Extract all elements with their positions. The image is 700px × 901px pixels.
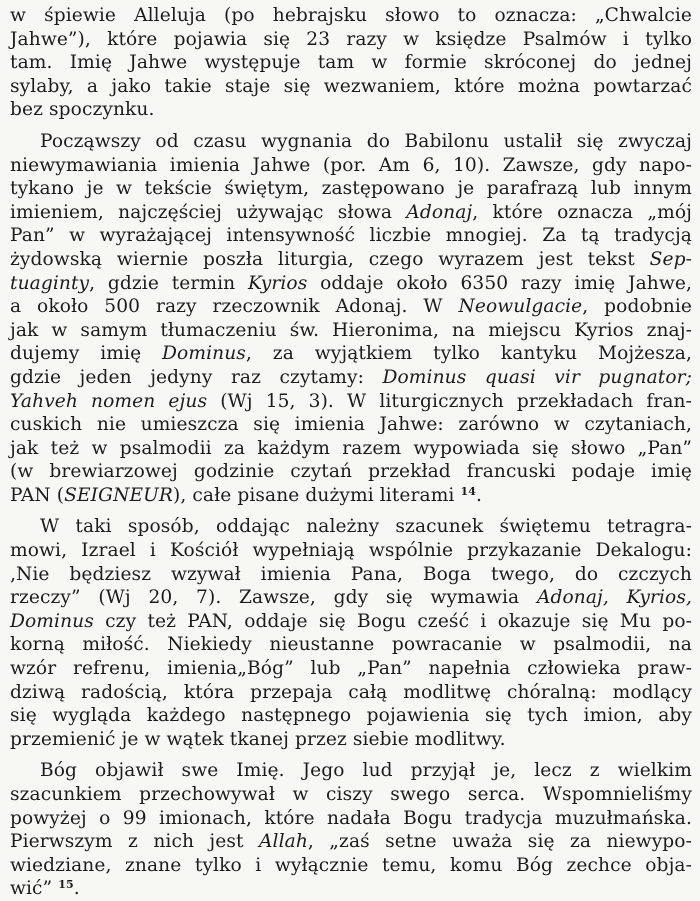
footnote-marker: 14 bbox=[460, 484, 476, 498]
text-line bbox=[10, 539, 692, 563]
italic-term: tuaginty bbox=[10, 272, 90, 294]
text-run: a około 500 razy rzeczownik Adonaj. W bbox=[10, 296, 459, 318]
text-run: ), całe pisane dużymi literami bbox=[173, 484, 461, 506]
text-run: korną miłość. Niekiedy nieustanne powracanie w psalmodii, na bbox=[10, 634, 692, 656]
text-run: tam. Imię Jahwe występuje tam w formie skróconej do jednej bbox=[10, 52, 692, 74]
text-line bbox=[10, 610, 692, 634]
text-line bbox=[10, 807, 692, 831]
italic-term: Dominus quasi vir pugnator; bbox=[382, 366, 692, 388]
text-run: imieniem, najczęściej używając słowa bbox=[10, 201, 407, 223]
text-line bbox=[10, 130, 692, 154]
text-line bbox=[10, 515, 692, 539]
italic-term: Allah bbox=[259, 831, 308, 853]
text-run: W taki sposób, oddając należny szacunek świętemu tetragra- bbox=[40, 516, 692, 538]
text-run: Jahwe”), które pojawia się 23 razy w księdze Psalmów i tylko bbox=[10, 28, 692, 50]
text-run: gdzie jeden jedyny raz czytamy: bbox=[10, 366, 383, 388]
text-line bbox=[10, 783, 692, 807]
text-run: (Wj 15, 3). W liturgicznych przekładach fran- bbox=[207, 390, 692, 412]
text-run: tykano je w tekście świętym, zastępowano je parafrazą lub innym bbox=[10, 178, 692, 200]
text-line bbox=[10, 413, 692, 437]
text-line bbox=[10, 272, 692, 296]
paragraph-1 bbox=[10, 4, 692, 122]
text-line bbox=[10, 75, 692, 99]
text-run: . bbox=[73, 878, 80, 900]
text-line bbox=[10, 681, 692, 705]
text-line bbox=[10, 437, 692, 461]
paragraph-gap bbox=[10, 122, 692, 130]
text-line bbox=[10, 248, 692, 272]
text-line bbox=[10, 154, 692, 178]
paragraph-4 bbox=[10, 759, 692, 901]
text-run: sylaby, a jako takie staje się wezwaniem, które można powtarzać bbox=[10, 75, 692, 97]
italic-term: Neowulgacie bbox=[458, 296, 583, 318]
text-line bbox=[10, 366, 692, 390]
text-run: Pan” w wyrażającej intensywność liczbie mnogiej. Za tą tradycją bbox=[10, 225, 692, 247]
text-run: niewymawiania imienia Jahwe (por. Am 6, 10). Zawsze, gdy napo- bbox=[10, 154, 692, 176]
text-run: dujemy imię bbox=[10, 343, 163, 365]
text-line bbox=[10, 830, 692, 854]
italic-term: Dominus bbox=[162, 343, 246, 365]
text-line bbox=[10, 4, 692, 28]
text-run: rzeczy” (Wj 20, 7). Zawsze, gdy się wymawia bbox=[10, 587, 537, 609]
italic-term: Adonaj bbox=[406, 201, 473, 223]
italic-term: Yahveh nomen ejus bbox=[10, 390, 208, 412]
paragraph-gap bbox=[10, 507, 692, 515]
text-run: Począwszy od czasu wygnania do Babilonu ustalił się zwyczaj bbox=[40, 130, 692, 152]
text-line bbox=[10, 342, 692, 366]
text-run: . bbox=[476, 484, 483, 506]
text-line bbox=[10, 633, 692, 657]
text-line bbox=[10, 563, 692, 587]
text-line bbox=[10, 460, 692, 484]
text-run: jak w samym tłumaczeniu św. Hieronima, na miejscu Kyrios znaj- bbox=[10, 319, 692, 341]
text-run: przemienić je w wątek tkanej przez siebie modlitwy. bbox=[10, 728, 506, 750]
text-run: szacunkiem przechowywał w ciszy swego serca. Wspomnieliśmy bbox=[10, 784, 692, 805]
text-line bbox=[10, 98, 692, 122]
paragraph-3 bbox=[10, 515, 692, 751]
text-run: cuskich nie umieszcza się imienia Jahwe: zarówno w czytaniach, bbox=[10, 414, 692, 436]
text-run: , za wyjątkiem tylko kantyku Mojżesza, bbox=[245, 343, 692, 365]
text-run: czy też PAN, oddaje się Bogu cześć i okazuje się Mu po- bbox=[93, 610, 692, 632]
text-line bbox=[10, 484, 692, 508]
text-line bbox=[10, 854, 692, 878]
text-line bbox=[10, 390, 692, 414]
text-run: oddaje około 6350 razy imię Jahwe, bbox=[307, 272, 692, 294]
text-line bbox=[10, 28, 692, 52]
text-line bbox=[10, 877, 692, 901]
text-line bbox=[10, 704, 692, 728]
text-run: Pierwszym z nich jest bbox=[10, 831, 260, 853]
text-line bbox=[10, 201, 692, 225]
text-run: powyżej o 99 imionach, które nadała Bogu tradycja muzułmańska. bbox=[10, 807, 692, 829]
text-run: PAN ( bbox=[10, 484, 65, 506]
text-run: dziwą radością, która przepaja całą modlitwę chóralną: modlący bbox=[10, 681, 692, 703]
text-run: żydowską wiernie poszła liturgia, czego wyrazem jest tekst bbox=[10, 248, 650, 270]
text-run: bez spoczynku. bbox=[10, 99, 155, 121]
text-run: (w brewiarzowej godzinie czytań przekład francuski podaje imię bbox=[10, 461, 692, 483]
italic-term: Sep- bbox=[649, 248, 692, 270]
text-run: wić” bbox=[10, 878, 59, 900]
text-line bbox=[10, 177, 692, 201]
footnote-marker: 15 bbox=[58, 878, 74, 892]
italic-term: Dominus bbox=[10, 610, 94, 632]
text-line bbox=[10, 657, 692, 681]
paragraph-2 bbox=[10, 130, 692, 508]
text-run: w śpiewie Alleluja (po hebrajsku słowo to oznacza: „Chwalcie bbox=[10, 5, 692, 26]
text-run: , gdzie termin bbox=[89, 272, 248, 294]
text-run: wiedziane, znane tylko i wyłącznie temu, komu Bóg zechce obja- bbox=[10, 854, 692, 876]
text-line bbox=[10, 224, 692, 248]
text-line bbox=[10, 728, 692, 752]
text-run: mowi, Izrael i Kościół wypełniają wspólnie przykazanie Dekalogu: bbox=[10, 540, 692, 562]
italic-term: Kyrios bbox=[247, 272, 308, 294]
text-run: Bóg objawił swe Imię. Jego lud przyjął je, lecz z wielkim bbox=[40, 760, 692, 782]
text-run: się wygląda każdego następnego pojawienia się tych imion, aby bbox=[10, 705, 692, 727]
text-line bbox=[10, 295, 692, 319]
text-run: , podobnie bbox=[582, 296, 692, 318]
text-run: jak też w psalmodii za każdym razem wypowiada się słowo „Pan” bbox=[10, 437, 692, 459]
text-run: wzór refrenu, imienia„Bóg” lub „Pan” napełnia człowieka praw- bbox=[10, 658, 692, 680]
text-run: , które oznacza „mój bbox=[472, 201, 692, 223]
text-run: ‚Nie będziesz wzywał imienia Pana, Boga twego, do czczych bbox=[10, 563, 692, 585]
italic-term: Adonaj, Kyrios, bbox=[536, 587, 692, 609]
text-line bbox=[10, 759, 692, 783]
text-line bbox=[10, 319, 692, 343]
text-line bbox=[10, 586, 692, 610]
paragraph-gap bbox=[10, 751, 692, 759]
text-run: , „zaś setne uważa się za niewypo- bbox=[307, 831, 692, 853]
italic-term: SEIGNEUR bbox=[64, 484, 173, 506]
text-line bbox=[10, 51, 692, 75]
